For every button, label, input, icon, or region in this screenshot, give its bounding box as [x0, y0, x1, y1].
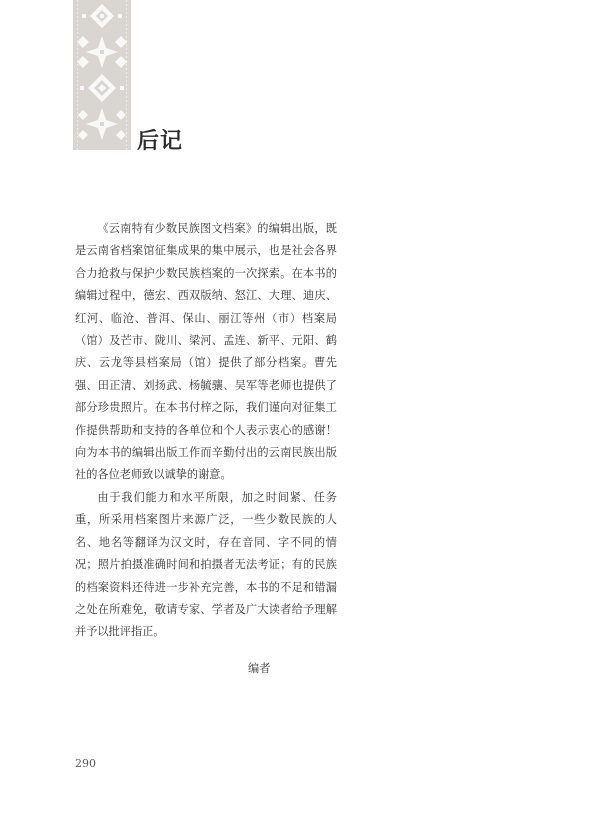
ethnic-pattern-ornament-icon: [73, 0, 131, 150]
page-number: 290: [75, 757, 96, 770]
paragraph-acknowledgements: 《云南特有少数民族图文档案》的编辑出版，既是云南省档案馆征集成果的集中展示，也是社会各界合力抢救与保护少数民族档案的一次探索。在本书的编辑过程中，德宏、西双版纳、怒江、大理、迪庆、红河、临沧、普洱、保山、丽江等州（市）档案局（馆）及芒市、陇川、梁河、孟连、新平、元阳、鹤庆、云龙等县档案局（馆）提供了部分档案。曹先强、田正清、刘扬武、杨毓骧、吴军等老师也提供了部分珍贵照片。在本书付梓之际，我们谨向对征集工作提供帮助和支持的各单位和个人表示衷心的感谢！向为本书的编辑出版工作而辛勤付出的云南民族出版社的各位老师致以诚挚的谢意。: [75, 222, 337, 482]
signature: 编者: [248, 662, 271, 675]
paragraph-limitations: 由于我们能力和水平所限，加之时间紧、任务重，所采用档案图片来源广泛，一些少数民族的人名、地名等翻译为汉文时，存在音同、字不同的情况；照片拍摄准确时间和拍摄者无法考证；有的民族的档案资料还待进一步补充完善，本书的不足和错漏之处在所难免，敬请专家、学者及广大读者给予理解并予以批评指正。: [75, 490, 337, 639]
page-title: 后记: [137, 129, 184, 154]
afterword-body: [75, 218, 337, 644]
